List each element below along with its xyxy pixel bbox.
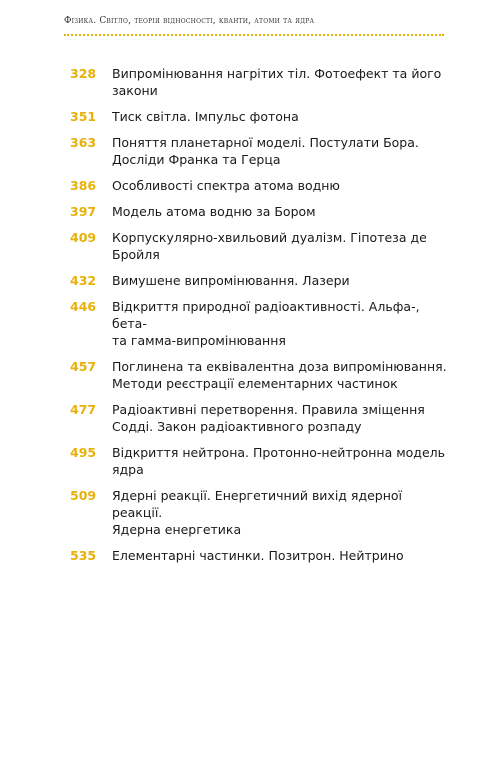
toc-entry-title: Поглинена та еквівалентна доза випромінювання. Методи реєстрації елементарних частинок xyxy=(112,359,447,391)
toc-page-number: 363 xyxy=(70,135,97,150)
toc-page-number: 351 xyxy=(70,109,97,124)
toc-entry[interactable] xyxy=(70,229,450,263)
toc-entry[interactable] xyxy=(70,272,450,289)
toc-entry[interactable] xyxy=(70,177,450,194)
toc-entry-title: Поняття планетарної моделі. Постулати Бора. Досліди Франка та Герца xyxy=(112,135,419,167)
toc-entry-title: Особливості спектра атома водню xyxy=(112,178,340,193)
toc-entry-title: Вимушене випромінювання. Лазери xyxy=(112,273,350,288)
toc-page-number: 495 xyxy=(70,445,97,460)
toc-entry[interactable] xyxy=(70,134,450,168)
toc-entry-title: Відкриття природної радіоактивності. Альфа-, бета- та гамма-випромінювання xyxy=(112,299,420,348)
toc-page-number: 328 xyxy=(70,66,97,81)
toc-entry[interactable] xyxy=(70,108,450,125)
toc-page-number: 386 xyxy=(70,178,97,193)
toc-page-number: 509 xyxy=(70,488,97,503)
table-of-contents xyxy=(70,65,450,573)
toc-entry-title: Корпускулярно-хвильовий дуалізм. Гіпотеза де Бройля xyxy=(112,230,427,262)
toc-entry-title: Елементарні частинки. Позитрон. Нейтрино xyxy=(112,548,404,563)
toc-entry-title: Тиск світла. Імпульс фотона xyxy=(112,109,299,124)
toc-page-number: 432 xyxy=(70,273,97,288)
toc-page-number: 477 xyxy=(70,402,97,417)
running-head: Фізика. Світло, теорія відносності, кванти, атоми та ядра xyxy=(64,16,315,26)
toc-page-number: 457 xyxy=(70,359,97,374)
toc-page-number: 535 xyxy=(70,548,97,563)
toc-entry[interactable] xyxy=(70,401,450,435)
toc-page-number: 409 xyxy=(70,230,97,245)
toc-entry[interactable] xyxy=(70,547,450,564)
toc-entry[interactable] xyxy=(70,487,450,538)
toc-entry[interactable] xyxy=(70,65,450,99)
toc-entry-title: Випромінювання нагрітих тіл. Фотоефект та його закони xyxy=(112,66,442,98)
toc-entry[interactable] xyxy=(70,298,450,349)
toc-entry[interactable] xyxy=(70,203,450,220)
toc-page-number: 446 xyxy=(70,299,97,314)
toc-page-number: 397 xyxy=(70,204,97,219)
toc-entry[interactable] xyxy=(70,444,450,478)
toc-entry[interactable] xyxy=(70,358,450,392)
toc-entry-title: Відкриття нейтрона. Протонно-нейтронна модель ядра xyxy=(112,445,445,477)
toc-entry-title: Ядерні реакції. Енергетичний вихід ядерної реакції. Ядерна енергетика xyxy=(112,488,403,537)
toc-entry-title: Модель атома водню за Бором xyxy=(112,204,316,219)
toc-entry-title: Радіоактивні перетворення. Правила зміщення Содді. Закон радіоактивного розпаду xyxy=(112,402,425,434)
header-dotted-rule xyxy=(64,34,444,36)
